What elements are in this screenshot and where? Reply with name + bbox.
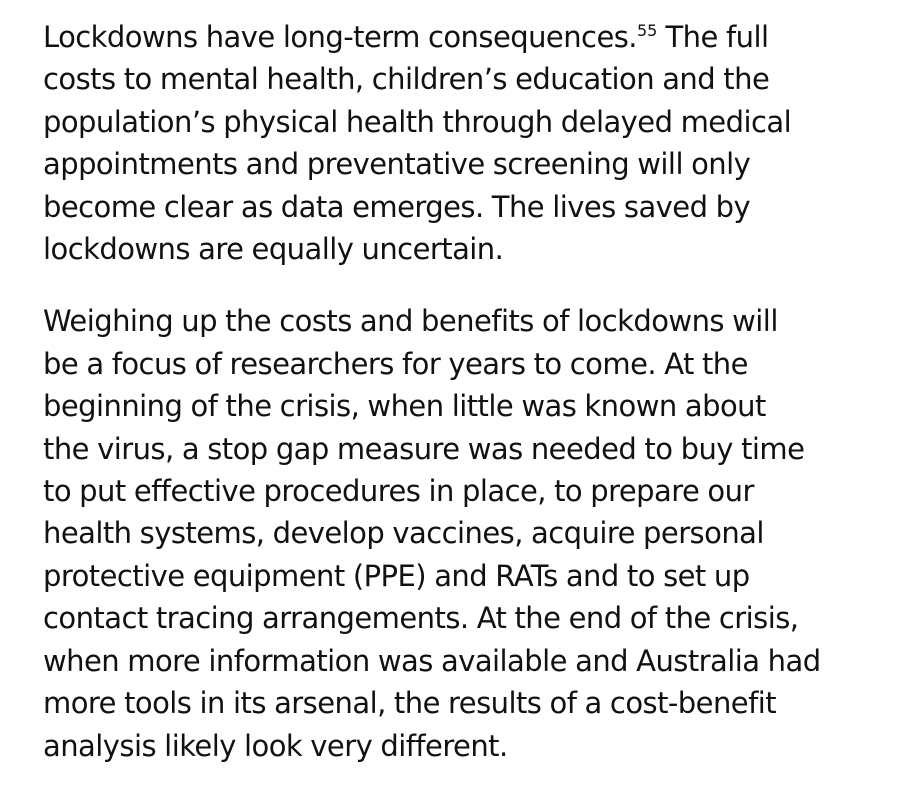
text-line: more tools in its arsenal, the results of a cost-benefit [43,686,777,721]
text-line: health systems, develop vaccines, acquire personal [43,516,764,551]
text-line: beginning of the crisis, when little was known about [43,389,766,424]
text-line: costs to mental health, children’s education and the [43,62,770,97]
text-line: appointments and preventative screening will only [43,147,751,182]
text-line: protective equipment (PPE) and RATs and to set up [43,558,750,593]
paragraph-1 [43,16,893,270]
paragraph-2 [43,300,893,766]
text-line: analysis likely look very different. [43,728,508,763]
document-body [43,16,893,767]
text-line: contact tracing arrangements. At the end of the crisis, [43,601,799,636]
text-line: be a focus of researchers for years to come. At the [43,346,748,381]
text-span: Lockdowns have long-term consequences. [43,20,637,54]
text-line: Weighing up the costs and benefits of lockdowns will [43,304,778,339]
footnote-reference[interactable]: 55 [636,21,658,40]
text-line: become clear as data emerges. The lives saved by [43,189,751,224]
text-span: The full [657,20,769,54]
text-line: to put effective procedures in place, to prepare our [43,474,754,509]
text-line: when more information was available and Australia had [43,643,821,678]
text-line: the virus, a stop gap measure was needed to buy time [43,431,805,466]
text-line [43,16,893,58]
text-line: population’s physical health through delayed medical [43,104,792,139]
text-line: lockdowns are equally uncertain. [43,232,504,267]
